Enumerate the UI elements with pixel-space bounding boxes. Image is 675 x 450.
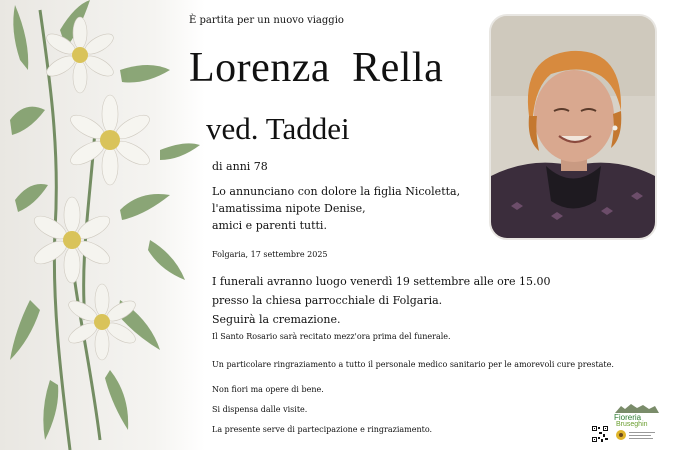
- no-visits-line: Si dispensa dalle visite.: [212, 405, 308, 414]
- thanks-line: Un particolare ringraziamento a tutto il personale medico sanitario per le amorevoli cure prestate.: [212, 360, 614, 369]
- intro-line: È partita per un nuovo viaggio: [189, 15, 344, 26]
- florist-logo: [613, 402, 661, 442]
- place-date: Folgaria, 17 settembre 2025: [212, 250, 328, 259]
- logo-line2: Bruseghin: [616, 421, 648, 428]
- qr-code[interactable]: [592, 426, 608, 442]
- sunflower-icon: [615, 429, 627, 441]
- announcement-line: amici e parenti tutti.: [212, 219, 327, 232]
- funeral-line: presso la chiesa parrocchiale di Folgaria.: [212, 294, 443, 307]
- age-line: di anni 78: [212, 160, 268, 173]
- funeral-line: I funerali avranno luogo venerdì 19 settembre alle ore 15.00: [212, 275, 551, 288]
- closing-line: La presente serve di partecipazione e ringraziamento.: [212, 425, 433, 434]
- announcement-line: Lo annunciano con dolore la figlia Nicoletta,: [212, 185, 461, 198]
- last-name: Rella: [352, 45, 444, 91]
- no-flowers-line: Non fiori ma opere di bene.: [212, 385, 324, 394]
- funeral-line: Seguirà la cremazione.: [212, 313, 341, 326]
- announcement-line: l'amatissima nipote Denise,: [212, 202, 366, 215]
- rosary-line: Il Santo Rosario sarà recitato mezz'ora prima del funerale.: [212, 332, 451, 341]
- first-name: Lorenza: [189, 45, 331, 91]
- portrait-photo: [489, 14, 657, 240]
- deceased-name: [189, 44, 443, 92]
- married-name: ved. Taddei: [206, 111, 350, 146]
- logo-line1: Fioreria: [614, 413, 642, 422]
